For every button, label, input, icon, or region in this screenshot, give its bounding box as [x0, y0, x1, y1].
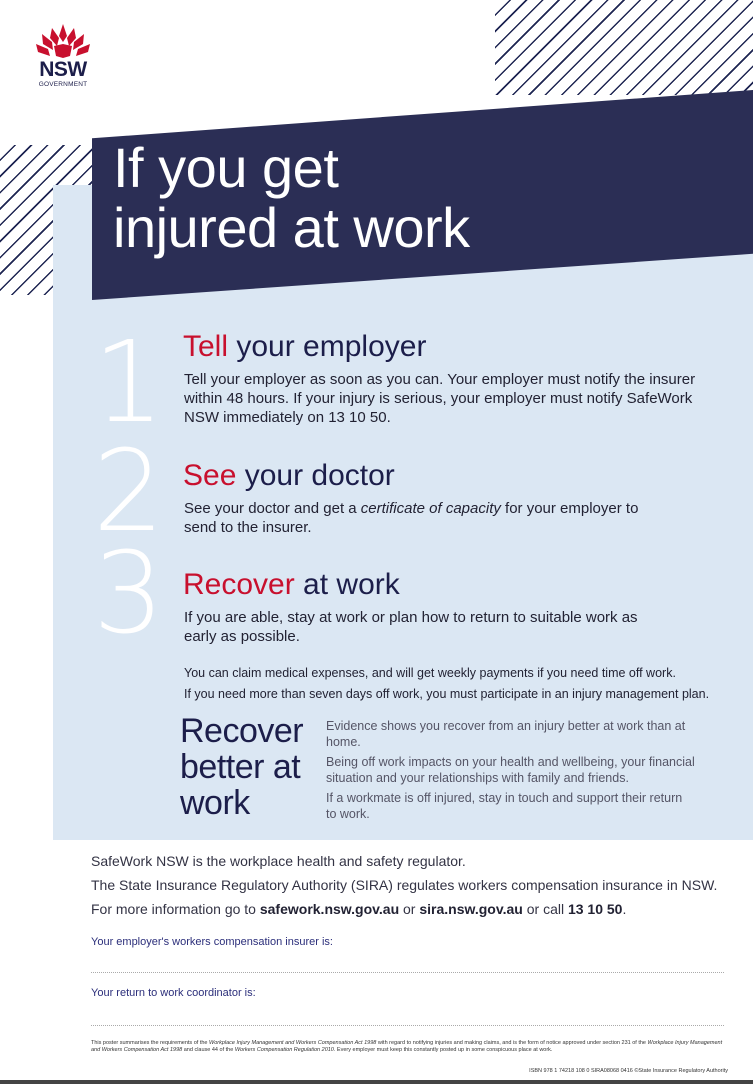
- fine-print-act-2: Workplace Injury Management and Workers Compensation Act 1998: [91, 1040, 723, 1053]
- recover-better-line-2: better at: [180, 748, 301, 786]
- step-number-2: 2: [93, 427, 165, 557]
- waratah-flower-icon: [28, 22, 98, 60]
- recover-better-heading: [180, 713, 320, 821]
- step-2-body-pre: See your doctor and get a: [184, 500, 361, 517]
- safework-link[interactable]: safework.nsw.gov.au: [259, 901, 400, 917]
- insurer-field-line[interactable]: [91, 972, 724, 973]
- nsw-government-logo: [28, 22, 98, 94]
- step-1-heading-rest: your employer: [228, 330, 427, 363]
- step-1-body: Tell your employer as soon as you can. Your employer must notify the insurer within 48 hours. If your injury is serious, your employer must notify SafeWork NSW immediately on 13 10 50.: [184, 371, 696, 426]
- claims-line-1: You can claim medical expenses, and will get weekly payments if you need time off work.: [184, 666, 676, 680]
- logo-subtitle: GOVERNMENT: [38, 81, 88, 88]
- step-2-highlight: See: [183, 459, 237, 492]
- step-3-highlight: Recover: [183, 568, 295, 601]
- recover-better-paragraph-2: Being off work impacts on your health and wellbeing, your financial situation and your relationships with family and friends.: [326, 755, 695, 785]
- step-number-1: 1: [93, 318, 165, 448]
- logo-wordmark: NSW: [39, 58, 87, 81]
- recover-better-line-1: Recover: [180, 712, 304, 750]
- footer-period: .: [622, 901, 627, 917]
- footer-call-text: or call: [522, 901, 568, 917]
- fine-print: [91, 1040, 731, 1054]
- claims-line-2: If you need more than seven days off work, you must participate in an injury management plan.: [184, 687, 710, 701]
- coordinator-field-label: Your return to work coordinator is:: [91, 987, 256, 999]
- footer-or-text: or: [399, 901, 420, 917]
- step-3-heading-rest: at work: [294, 568, 400, 601]
- footer-line-1: SafeWork NSW is the workplace health and safety regulator.: [91, 853, 466, 869]
- page-title: [113, 138, 713, 258]
- recover-better-line-3: work: [180, 784, 250, 822]
- step-3-heading: [183, 568, 400, 602]
- step-2-body-emphasis: certificate of capacity: [360, 500, 501, 517]
- bottom-border: [0, 1080, 753, 1084]
- recover-better-paragraph-1: Evidence shows you recover from an injury better at work than at home.: [326, 719, 686, 749]
- phone-number: 13 10 50: [567, 901, 623, 917]
- fine-print-part-4: . Every employer must keep this constantly posted up in some conspicuous place at work.: [333, 1047, 553, 1053]
- footer-line-3: [91, 901, 751, 917]
- isbn-line: ISBN 978 1 74218 108 0 SIRA08068 0416 ©State Insurance Regulatory Authority: [529, 1068, 728, 1074]
- insurer-field-label: Your employer's workers compensation insurer is:: [91, 936, 333, 948]
- footer-line-2: The State Insurance Regulatory Authority (SIRA) regulates workers compensation insurance in NSW.: [91, 877, 718, 893]
- step-1-highlight: Tell: [183, 330, 229, 363]
- fine-print-part-1: This poster summarises the requirements of the: [91, 1040, 209, 1046]
- step-number-3: 3: [93, 529, 165, 659]
- step-2-heading: [183, 459, 395, 493]
- fine-print-act-1: Workplace Injury Management and Workers Compensation Act 1998: [209, 1040, 377, 1046]
- step-2-heading-rest: your doctor: [236, 459, 395, 492]
- coordinator-field-line[interactable]: [91, 1025, 724, 1026]
- title-line-2: injured at work: [113, 196, 470, 259]
- fine-print-part-2: with regard to notifying injuries and making claims, and is the form of notice approved under section 231 of the: [376, 1040, 648, 1046]
- title-line-1: If you get: [113, 136, 339, 199]
- footer-info-text: For more information go to: [91, 901, 260, 917]
- step-2-body: [184, 499, 654, 537]
- fine-print-part-3: and clause 44 of the: [182, 1047, 235, 1053]
- recover-better-paragraph-3: If a workmate is off injured, stay in touch and support their return to work.: [326, 791, 683, 821]
- step-2-body-post: for your employer to send to the insurer.: [184, 500, 639, 536]
- sira-link[interactable]: sira.nsw.gov.au: [419, 901, 523, 917]
- step-3-body: If you are able, stay at work or plan how to return to suitable work as early as possible.: [184, 609, 638, 645]
- decorative-hatch-top-right: [495, 0, 753, 95]
- step-1-heading: [183, 330, 426, 364]
- fine-print-regulation: Workers Compensation Regulation 2010: [234, 1047, 334, 1053]
